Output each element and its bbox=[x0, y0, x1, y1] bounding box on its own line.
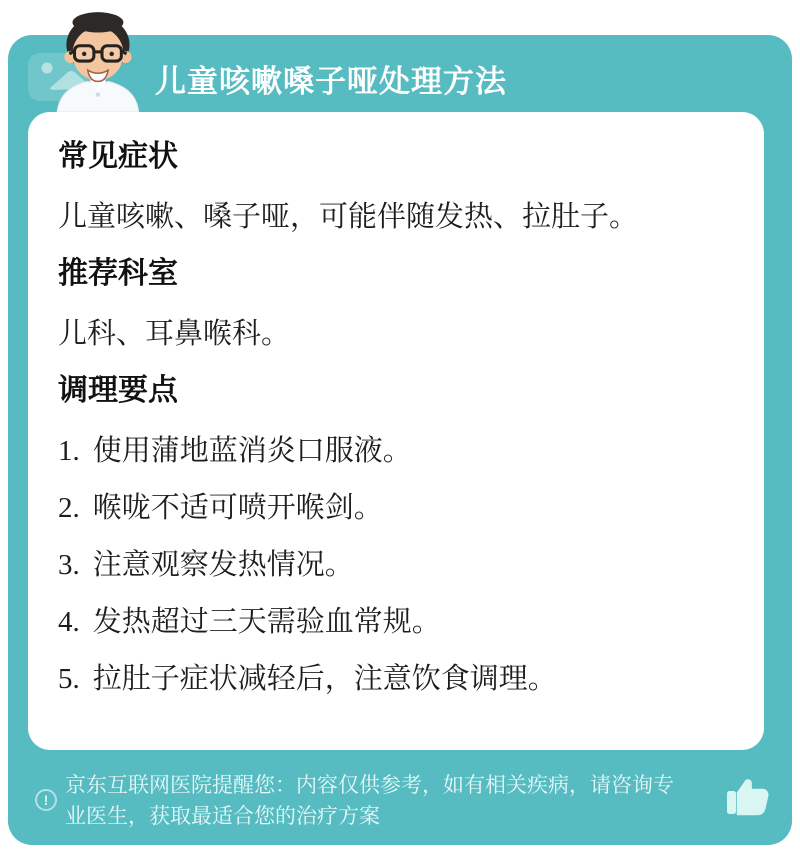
care-item-number: 2. bbox=[58, 492, 80, 524]
doctor-avatar bbox=[45, 6, 157, 112]
department-text: 儿科、耳鼻喉科。 bbox=[58, 318, 291, 350]
care-item-4 bbox=[58, 605, 734, 639]
care-item-text: 喉咙不适可喷开喉剑。 bbox=[92, 492, 383, 524]
care-item-3 bbox=[58, 548, 734, 582]
care-item-number: 5. bbox=[58, 663, 80, 695]
care-item-5 bbox=[58, 662, 734, 696]
info-icon: ! bbox=[35, 789, 57, 811]
care-item-text: 使用蒲地蓝消炎口服液。 bbox=[92, 435, 412, 467]
page-title: 儿童咳嗽嗓子哑处理方法 bbox=[155, 64, 507, 99]
care-item-1 bbox=[58, 434, 734, 468]
content-card bbox=[28, 112, 764, 750]
care-item-number: 1. bbox=[58, 435, 80, 467]
thumbs-up-icon[interactable] bbox=[722, 778, 772, 818]
section-heading-care: 调理要点 bbox=[58, 374, 178, 407]
care-item-number: 4. bbox=[58, 606, 80, 638]
care-item-text: 拉肚子症状减轻后，注意饮食调理。 bbox=[92, 663, 557, 695]
care-item-2 bbox=[58, 491, 734, 525]
disclaimer-text: 京东互联网医院提醒您：内容仅供参考，如有相关疾病，请咨询专业医生，获取最适合您的治疗方案 bbox=[65, 774, 674, 828]
consult-card bbox=[8, 35, 792, 845]
care-item-text: 发热超过三天需验血常规。 bbox=[92, 606, 441, 638]
care-item-number: 3. bbox=[58, 549, 80, 581]
care-item-text: 注意观察发热情况。 bbox=[92, 549, 354, 581]
section-heading-department: 推荐科室 bbox=[58, 257, 178, 290]
section-heading-symptoms: 常见症状 bbox=[58, 140, 178, 173]
symptoms-text: 儿童咳嗽、嗓子哑，可能伴随发热、拉肚子。 bbox=[58, 201, 639, 233]
